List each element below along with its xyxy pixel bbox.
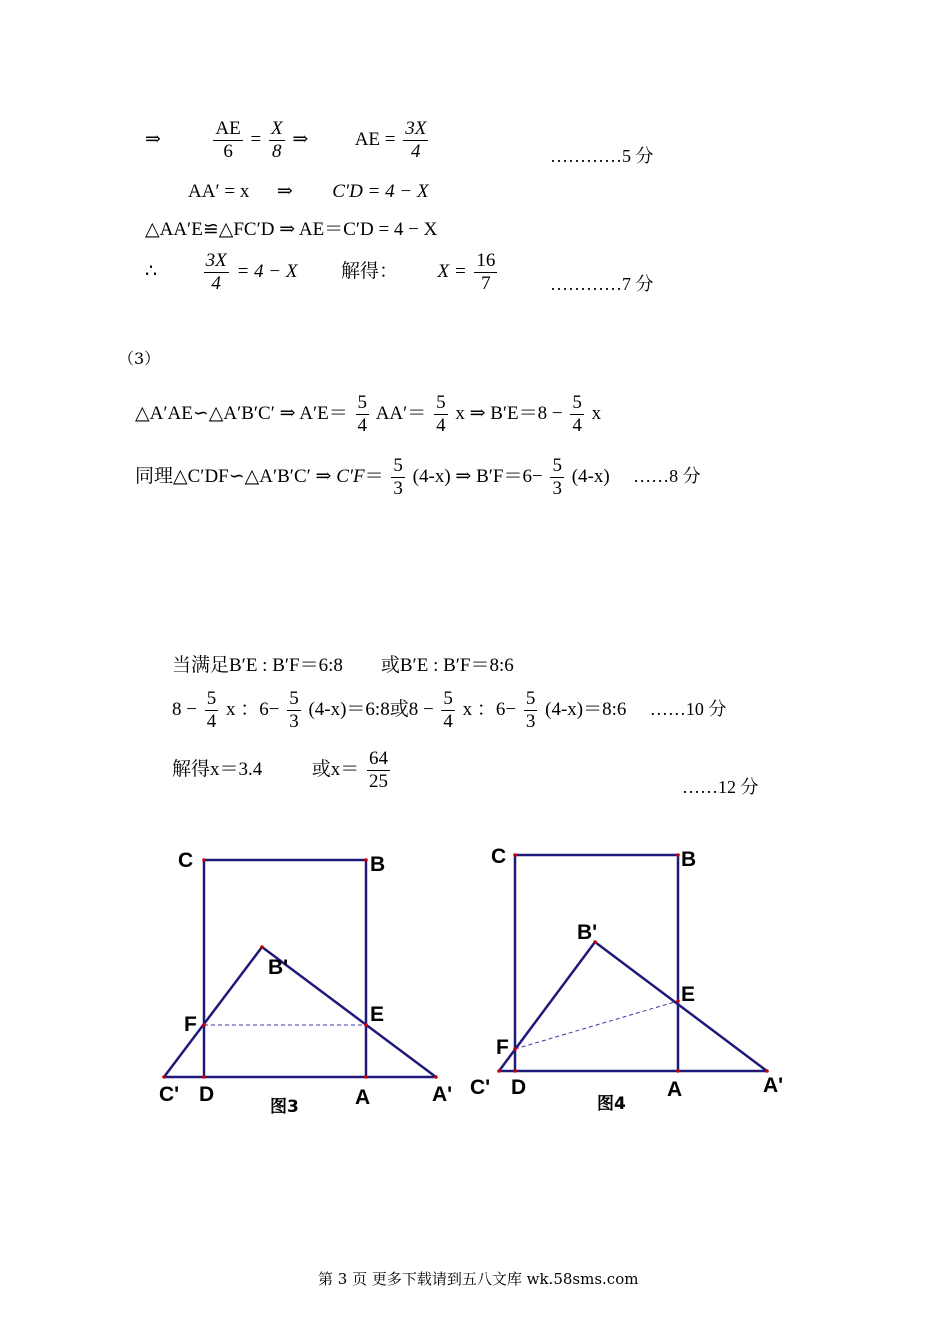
figure-4 (470, 835, 800, 1130)
line-2-4: ∴ $\frac{3X}{4}$ = 4 − X 解得： X = $\frac{16}{7}$ (145, 250, 496, 294)
part3-label: （3） (118, 349, 161, 368)
fig3-label-cp: C' (159, 1083, 180, 1106)
fig4-label-d: D (511, 1076, 527, 1099)
line-4-3: 解得x＝3.4 或x＝ $\frac{64}{25}$ (172, 748, 389, 792)
line-3-1: △A′AE∽△A′B′C′ ⇒ A′E＝ $\frac{5}{4}$ AA′＝ $\frac{5}{4}$ x ⇒ B′E＝8 − $\frac{5}{4}$ x (135, 392, 602, 436)
fig4-label-b: B (681, 848, 697, 871)
fig4-label-e: E (681, 983, 696, 1006)
fraction-x-8: $\frac{X}{8}$ (270, 118, 283, 162)
line-4-2: 8 − $\frac{5}{4}$ x ：6− $\frac{5}{3}$ (4-x)＝6:8或8 − $\frac{5}{4}$ x ：6− $\frac{5}{3}$ (4-x)＝8:6 ……10 分 (172, 688, 727, 732)
fig3-label-b: B (370, 853, 386, 876)
ae-equals: AE = (354, 128, 396, 150)
line-2-2: AA′ = x ⇒ C′D = 4 − X (188, 181, 429, 202)
fig3-label-ap: A' (432, 1083, 453, 1106)
score-7: …………7 分 (550, 274, 654, 294)
fig3-side-cb-prime (164, 947, 262, 1077)
fraction-16-7: $\frac{16}{7}$ (476, 250, 496, 294)
fraction-ae-6: $\frac{AE}{6}$ (215, 118, 241, 162)
fig3-label-a: A (355, 1086, 371, 1109)
fig4-label-c: C (491, 845, 507, 868)
fig4-dashed-fe (515, 1001, 678, 1049)
line-4-1: 当满足B′E : B′F＝6:8 或B′E : B′F＝8:6 (172, 655, 514, 676)
score-12: ……12 分 (682, 777, 759, 797)
page-footer: 第 3 页 更多下载请到五八文库 wk.58sms.com (318, 1270, 639, 1288)
fig4-side-ba-prime (595, 942, 767, 1071)
score-8: ……8 分 (633, 465, 701, 486)
line-2-3: △AA′E≌△FC′D ⇒ AE＝C′D = 4 − X (145, 219, 438, 240)
fig3-label-e: E (370, 1003, 385, 1026)
fraction-3x-4: $\frac{3X}{4}$ (405, 118, 427, 162)
fig3-label-bp: B' (268, 956, 289, 979)
fig3-label-c: C (178, 849, 194, 872)
fig4-side-cb-prime (499, 942, 595, 1071)
fig4-label-f: F (496, 1036, 509, 1059)
fig3-label-f: F (184, 1013, 197, 1036)
fig3-label-d: D (199, 1083, 215, 1106)
line-2-1: ⇒ $\frac{AE}{6}$ = $\frac{X}{8}$ ⇒ AE = $\frac{3X}{4}$ (145, 118, 427, 162)
fig4-label-cp: C' (470, 1076, 491, 1099)
fig4-label-a: A (667, 1078, 683, 1101)
implies-symbol: ⇒ (145, 128, 161, 150)
fig4-label-bp: B' (577, 921, 598, 944)
fraction-3x-4-b: $\frac{3X}{4}$ (205, 250, 227, 294)
line-3-2: 同理△C′DF∽△A′B′C′ ⇒ C′F＝ $\frac{5}{3}$ (4-x) ⇒ B′F＝6− $\frac{5}{3}$ (4-x) ……8 分 (135, 455, 701, 499)
fig3-caption: 图3 (270, 1097, 299, 1117)
score-10: ……10 分 (649, 698, 727, 719)
fig4-label-ap: A' (763, 1074, 784, 1097)
score-5: …………5 分 (550, 146, 654, 166)
fig4-caption: 图4 (597, 1094, 626, 1114)
figure-3 (150, 840, 470, 1130)
